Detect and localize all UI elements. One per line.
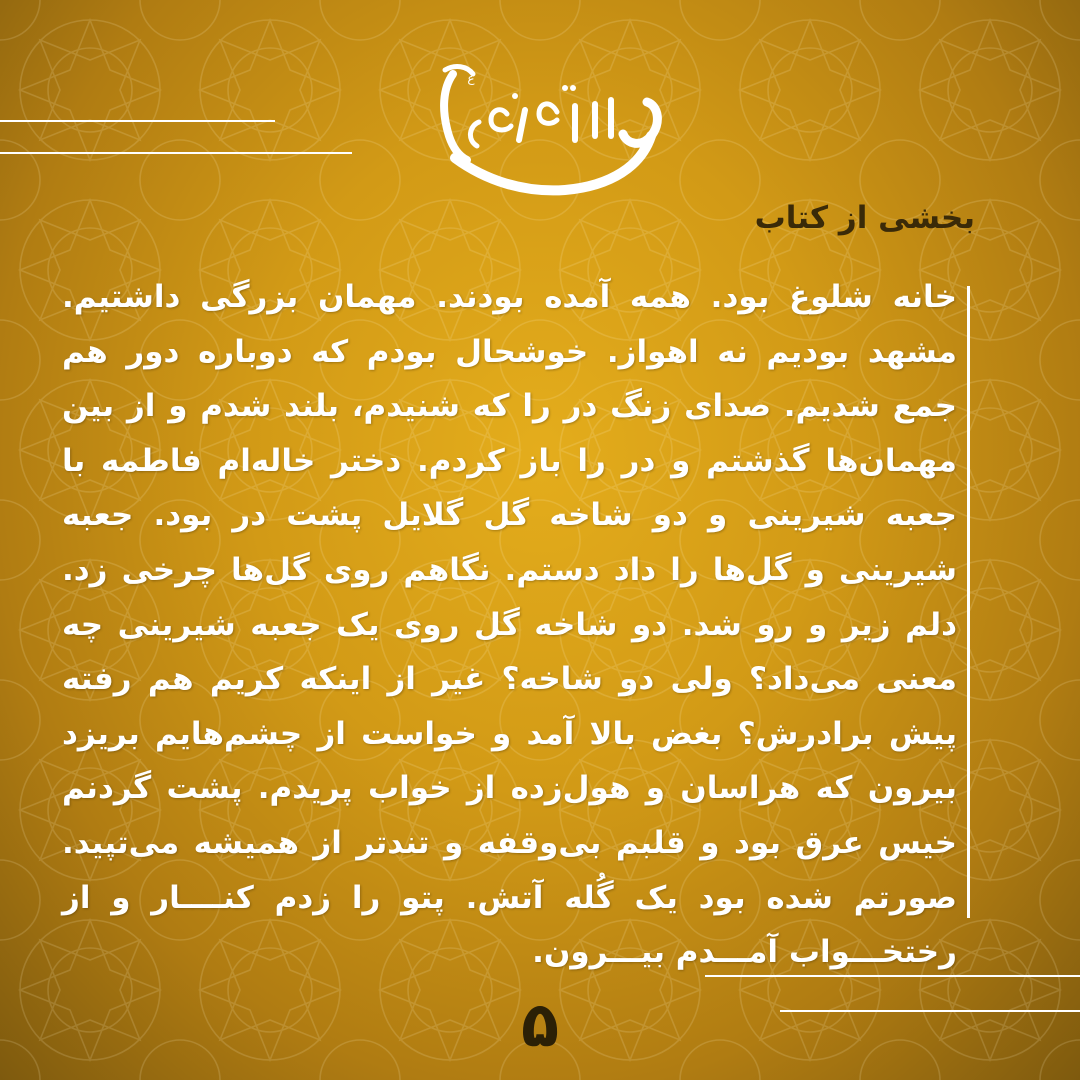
page-number: ۵ [521, 988, 559, 1061]
excerpt-block [62, 270, 957, 980]
excerpt-side-bar [967, 286, 970, 918]
logo-calligraphy [415, 40, 675, 200]
section-title: بخشی از کتاب [754, 200, 975, 236]
logo-honorific: ع [467, 71, 475, 85]
bottom-rule-long [705, 975, 1080, 977]
top-rule-long [0, 120, 275, 122]
top-rule-short [0, 152, 352, 154]
excerpt-text: خانه شلوغ بود. همه آمده بودند. مهمان بزرگی داشتیم. مشهد بودیم نه اهواز. خوشحال بودم که دوباره دور هم جمع شدیم. صدای زنگ در را که شنیدم، بلند شدم و از بین مهمان‌ها گذشتم و در را باز کردم. دختر خاله‌ام فاطمه با جعبه شیرینی و دو شاخه گل گلایل پشت در بود. جعبه شیرینی و گل‌ها را داد دستم. نگاهم روی گل‌ها چرخی زد. دلم زیر و رو شد. دو شاخه گل روی یک جعبه شیرینی چه معنی می‌داد؟ ولی دو شاخه؟ غیر از اینکه کریم هم رفته پیش برادرش؟ بغض بالا آمد و خواست از چشم‌هایم بریزد بیرون که هراسان و هول‌زده از خواب پریدم. پشت گردنم خیس عرق بود و قلبم بی‌وقفه و تندتر از همیشه می‌تپید. صورتم شده بود یک گُله آتش. پتو را زدم کنــــار و از رختخـــواب آمـــدم بیـــرون. [62, 279, 957, 971]
